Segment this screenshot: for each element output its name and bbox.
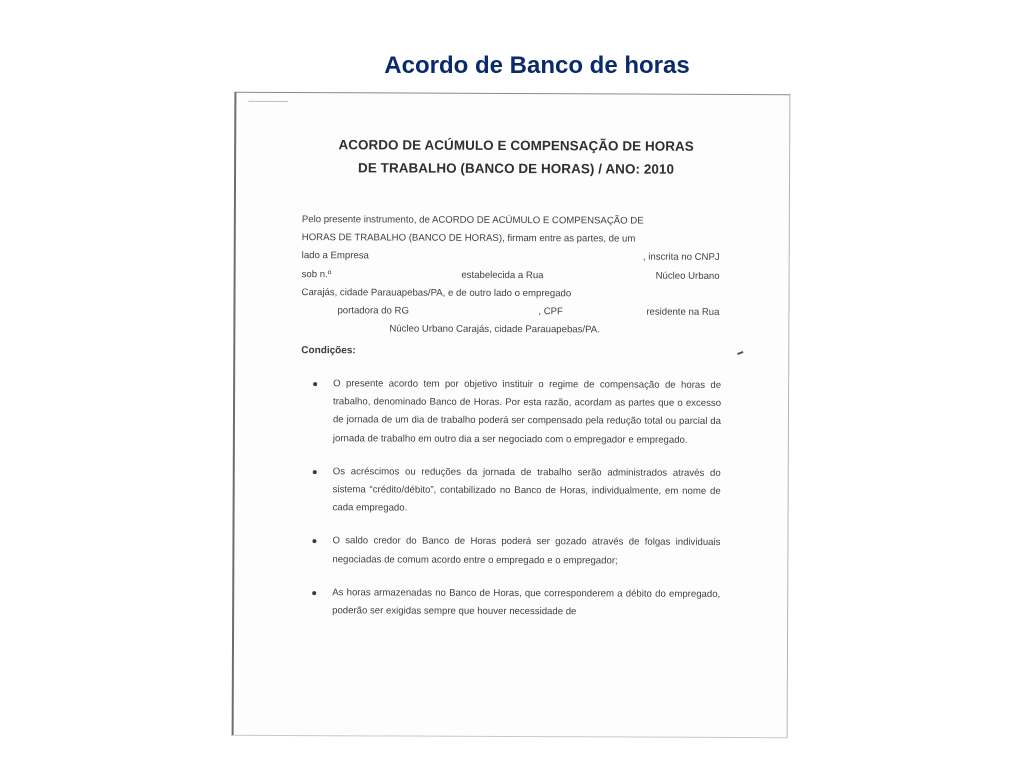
intro-line: Núcleo Urbano Carajás, cidade Parauapebas/PA. [389, 323, 600, 336]
conditions-heading: Condições: [301, 345, 356, 357]
conditions-list [312, 375, 721, 637]
scanned-document [232, 92, 791, 738]
condition-text: As horas armazenadas no Banco de Horas, que corresponderem a débito do empregado, poderão ser exigidas sempre que houver necessidade de [332, 587, 721, 618]
condition-text: O saldo credor do Banco de Horas poderá ser gozado através de folgas individuais negociadas de comum acordo entre o empregado e o empregador; [332, 535, 721, 567]
condition-item [312, 533, 720, 571]
condition-text: O presente acordo tem por objetivo instituir o regime de compensação de horas de trabalho, denominado Banco de Horas. Por esta razão, acordam as partes que o excesso de jornada de um dia de trabalho poderá ser compensado pela redução total ou parcial da jornada de trabalho em outro dia a ser negociado com o empregador e empregado. [332, 378, 722, 446]
slide-title: Acordo de Banco de horas [384, 52, 690, 79]
intro-line: HORAS DE TRABALHO (BANCO DE HORAS), firmam entre as partes, de um [301, 232, 636, 245]
document-title-line: ACORDO DE ACÚMULO E COMPENSAÇÃO DE HORAS [338, 137, 694, 154]
intro-paragraph [301, 211, 720, 340]
document-title-line: DE TRABALHO (BANCO DE HORAS) / ANO: 2010 [358, 160, 675, 177]
intro-line: sob n.º estabelecida a Rua Núcleo Urbano [301, 268, 720, 282]
bullet-icon [313, 470, 317, 474]
document-title [306, 133, 726, 181]
intro-line: Pelo presente instrumento, de ACORDO DE ACÚMULO E COMPENSAÇÃO DE [301, 214, 644, 227]
intro-line: Carajás, cidade Parauapebas/PA, e de outro lado o empregado [301, 286, 572, 300]
bullet-icon [313, 382, 317, 386]
condition-text: Os acréscimos ou reduções da jornada de trabalho serão administrados através do sistema “crédito/débito”, contabilizado no Banco de Horas, individualmente, em nome de cada empregado. [332, 466, 721, 514]
condition-item [313, 463, 721, 519]
condition-item [312, 584, 720, 622]
intro-line: portadora do RG , CPF residente na Rua [337, 305, 720, 318]
bullet-icon [312, 540, 316, 544]
intro-line: lado a Empresa , inscrita no CNPJ [301, 250, 720, 264]
margin-mark [737, 351, 743, 355]
bullet-icon [312, 591, 316, 595]
scan-artifact [248, 101, 288, 102]
condition-item [313, 375, 721, 450]
